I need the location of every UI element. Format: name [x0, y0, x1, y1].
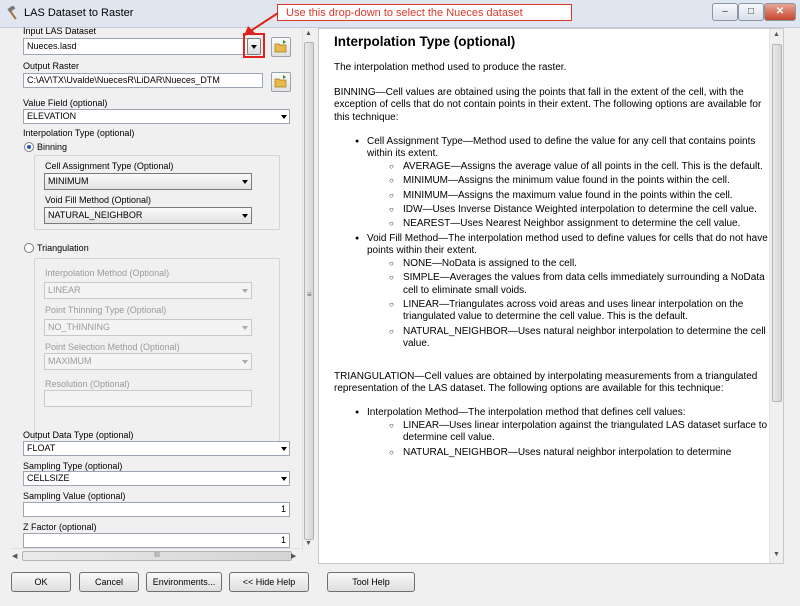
list-item: [334, 233, 774, 351]
input-las-value: Nueces.lasd: [27, 41, 77, 51]
folder-open-icon: [272, 73, 290, 91]
list-item: ○ NEAREST—Uses Nearest Neighbor assignment to determine the cell value.: [367, 218, 774, 230]
output-dtype-select[interactable]: [23, 441, 290, 456]
cell-assign-options: [367, 161, 774, 231]
list-item: ○ NATURAL_NEIGHBOR—Uses natural neighbor interpolation to determine: [367, 447, 774, 459]
void-fill-label: Void Fill Method (Optional): [45, 195, 152, 205]
cell-assign-help: Cell Assignment Type—Method used to define the value for any cell that contains points within its extent.: [367, 136, 756, 160]
point-thinning-label: Point Thinning Type (Optional): [45, 305, 167, 315]
cell-assign-value: MINIMUM: [48, 176, 89, 186]
cancel-button[interactable]: Cancel: [79, 572, 139, 592]
folder-open-icon: [272, 38, 290, 56]
minimize-button[interactable]: –: [712, 3, 738, 21]
triangulation-label: Triangulation: [37, 243, 89, 253]
interp-method-label: Interpolation Method (Optional): [45, 268, 170, 278]
output-dtype-label: Output Data Type (optional): [23, 430, 134, 440]
close-button[interactable]: ✕: [764, 3, 796, 21]
help-triangulation: TRIANGULATION—Cell values are obtained by interpolating measurements from a triangulated representation of the LAS dataset. The following options are available for this technique:: [334, 370, 758, 394]
output-dtype-value: FLOAT: [27, 443, 56, 453]
scroll-right-icon[interactable]: ▶: [291, 553, 297, 560]
chevron-down-icon: [242, 180, 248, 184]
interp-type-label: Interpolation Type (optional): [23, 128, 135, 138]
cell-assign-select[interactable]: [44, 173, 252, 190]
list-item: ○ NATURAL_NEIGHBOR—Uses natural neighbor interpolation to determine the cell value.: [367, 326, 774, 351]
chevron-down-icon: [281, 447, 287, 451]
chevron-down-icon: [242, 360, 248, 364]
chevron-down-icon: [242, 326, 248, 330]
triangulation-radio[interactable]: [24, 243, 34, 253]
point-selection-value: MAXIMUM: [48, 356, 92, 366]
output-raster-field[interactable]: C:\AV\TX\Uvalde\NuecesR\LiDAR\Nueces_DTM: [23, 73, 263, 88]
list-item: ○ SIMPLE—Averages the values from data cells immediately surrounding a NoData cell to eliminate small voids.: [367, 272, 774, 297]
help-vertical-scrollbar[interactable]: [769, 29, 784, 563]
list-item: ○ MINIMUM—Assigns the minimum value found in the points within the cell.: [367, 175, 774, 187]
point-thinning-value: NO_THINNING: [48, 322, 111, 332]
chevron-down-icon: [281, 477, 287, 481]
value-field-value: ELEVATION: [27, 111, 77, 121]
list-item: [334, 407, 774, 459]
browse-output-button[interactable]: [271, 72, 291, 92]
help-content: [334, 36, 774, 469]
horizontal-scrollbar[interactable]: [10, 548, 300, 563]
void-fill-select[interactable]: [44, 207, 252, 224]
chevron-down-icon: [242, 214, 248, 218]
list-item: ○ MINIMUM—Assigns the maximum value found in the points within the cell.: [367, 190, 774, 202]
scroll-up-icon[interactable]: ▲: [305, 30, 312, 37]
point-thinning-select[interactable]: [44, 319, 252, 336]
list-item: ○ NONE—NoData is assigned to the cell.: [367, 258, 774, 270]
list-item: ○ AVERAGE—Assigns the average value of all points in the cell. This is the default.: [367, 161, 774, 173]
help-intro: The interpolation method used to produce the raster.: [334, 62, 567, 74]
parameters-pane: [10, 28, 303, 564]
resolution-field[interactable]: [44, 390, 252, 407]
sampling-type-value: CELLSIZE: [27, 473, 70, 483]
hide-help-button[interactable]: << Hide Help: [229, 572, 309, 592]
interp-method-value: LINEAR: [48, 285, 81, 295]
hammer-icon: [6, 6, 20, 20]
void-fill-options: [367, 258, 774, 351]
tool-help-button[interactable]: Tool Help: [327, 572, 415, 592]
chevron-down-icon: [242, 289, 248, 293]
void-fill-help: Void Fill Method—The interpolation method used to define values for cells that do not have points within their extent.: [367, 232, 768, 257]
scroll-down-icon[interactable]: ▼: [773, 551, 780, 558]
value-field-label: Value Field (optional): [23, 98, 108, 108]
output-raster-label: Output Raster: [23, 61, 80, 71]
cell-assign-label: Cell Assignment Type (Optional): [45, 161, 174, 171]
binning-radio[interactable]: [24, 142, 34, 152]
environments-button[interactable]: Environments...: [146, 572, 222, 592]
help-binning: BINNING—Cell values are obtained using the points that fall in the extent of the cell, with the exception of cells that do not contain points in their extent. The following options are available for this technique:: [334, 86, 762, 123]
z-factor-label: Z Factor (optional): [23, 522, 97, 532]
browse-las-button[interactable]: [271, 37, 291, 57]
interp-method-options: [367, 420, 774, 459]
annotation-arrow-icon: [240, 10, 282, 38]
value-field-select[interactable]: [23, 109, 290, 124]
triangulation-options-list: [334, 407, 774, 459]
help-scroll-thumb[interactable]: [772, 44, 782, 402]
sampling-type-select[interactable]: [23, 471, 290, 486]
chevron-down-icon: [281, 115, 287, 119]
sampling-value-label: Sampling Value (optional): [23, 491, 126, 501]
annotation-callout: Use this drop-down to select the Nueces dataset: [277, 4, 572, 21]
interp-method-select[interactable]: [44, 282, 252, 299]
point-selection-label: Point Selection Method (Optional): [45, 342, 180, 352]
interp-method-help: Interpolation Method—The interpolation method that defines cell values:: [367, 407, 686, 419]
list-item: ○ LINEAR—Triangulates across void areas and uses linear interpolation on the triangulated value to determine the cell value. This is the default.: [367, 299, 774, 324]
splitter-grip-icon: ≡: [307, 290, 312, 299]
point-selection-select[interactable]: [44, 353, 252, 370]
input-las-label: Input LAS Dataset: [23, 26, 97, 36]
pane-splitter[interactable]: [306, 28, 316, 564]
scroll-left-icon[interactable]: ◀: [12, 553, 18, 560]
maximize-button[interactable]: □: [738, 3, 764, 21]
sampling-type-label: Sampling Type (optional): [23, 461, 123, 471]
void-fill-value: NATURAL_NEIGHBOR: [48, 210, 143, 220]
window-title: LAS Dataset to Raster: [24, 7, 134, 19]
ok-button[interactable]: OK: [11, 572, 71, 592]
scroll-up-icon[interactable]: ▲: [773, 31, 780, 38]
list-item: ○ LINEAR—Uses linear interpolation against the triangulated LAS dataset surface to determine cell value.: [367, 420, 774, 445]
input-las-combobox[interactable]: [23, 38, 259, 55]
horizontal-scroll-thumb[interactable]: III: [22, 551, 292, 561]
resolution-label: Resolution (Optional): [45, 379, 130, 389]
help-title: Interpolation Type (optional): [334, 34, 516, 49]
binning-label: Binning: [37, 142, 68, 152]
list-item: [334, 136, 774, 231]
binning-options-list: [334, 136, 774, 351]
z-factor-field[interactable]: 1: [23, 533, 290, 548]
list-item: ○ IDW—Uses Inverse Distance Weighted interpolation to determine the cell value.: [367, 204, 774, 216]
scroll-down-icon[interactable]: ▼: [305, 540, 312, 547]
help-pane: [318, 28, 784, 564]
sampling-value-field[interactable]: 1: [23, 502, 290, 517]
